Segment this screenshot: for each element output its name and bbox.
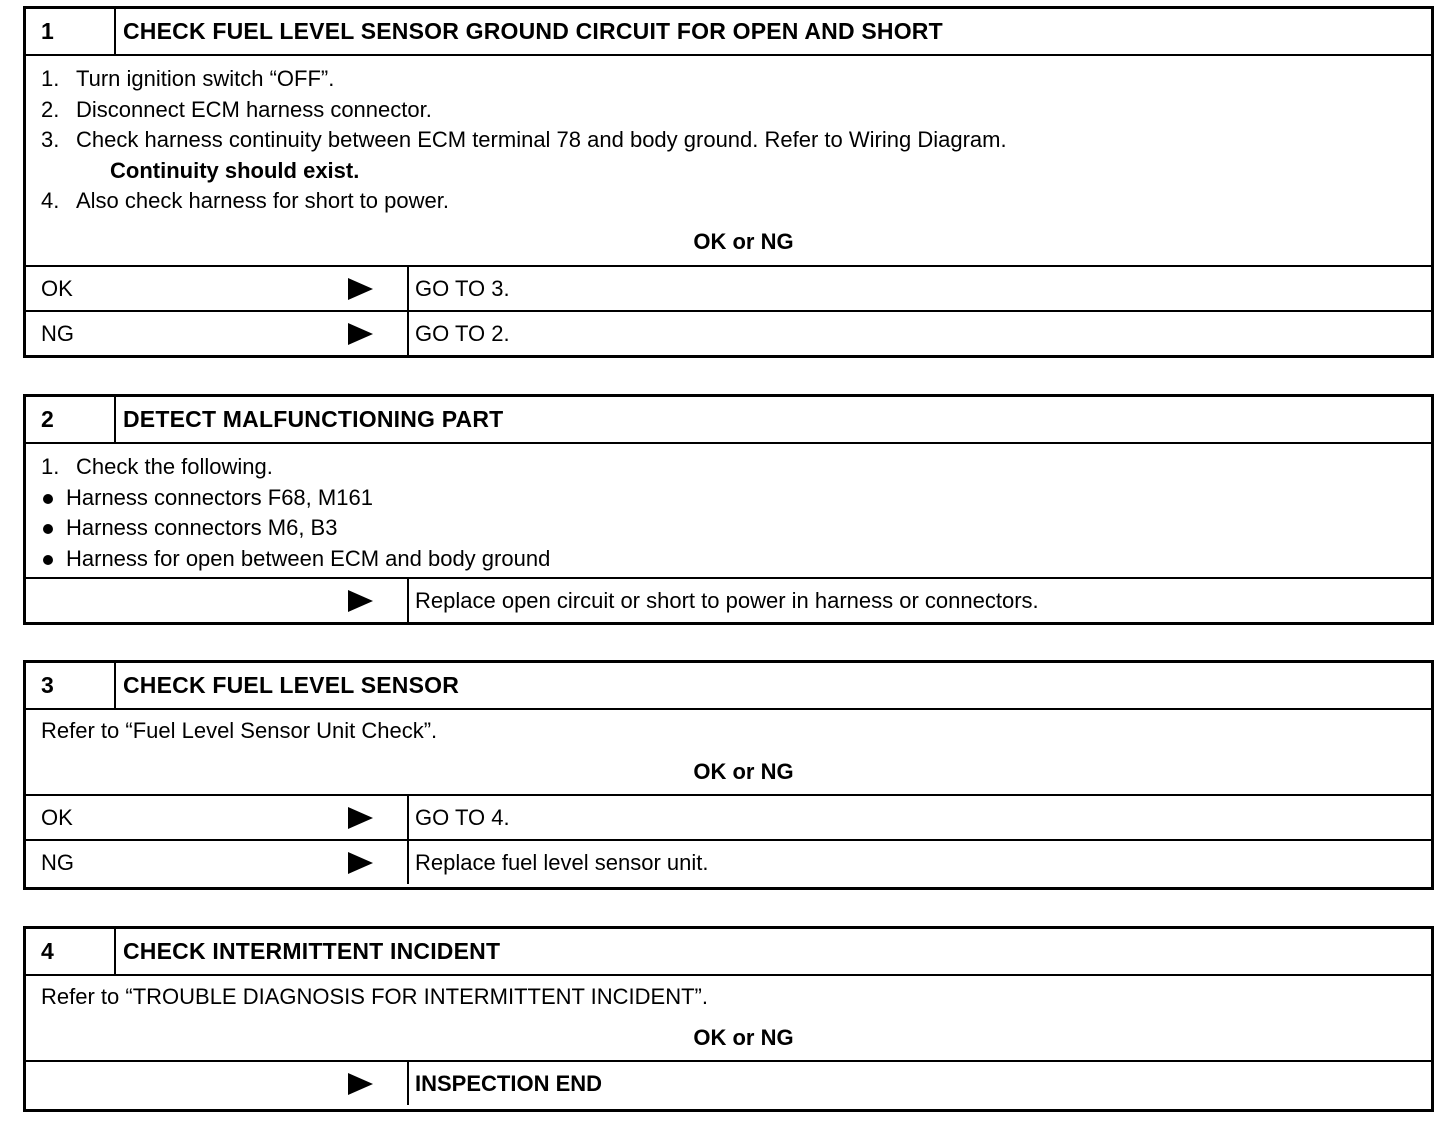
arrow-right-icon [348, 807, 373, 829]
step-1-block [23, 6, 1434, 358]
step-header [26, 397, 1431, 442]
step-body [26, 708, 1431, 750]
step-body [26, 974, 1431, 1016]
step-title: CHECK FUEL LEVEL SENSOR [123, 672, 460, 698]
bullet-item: Harness connectors F68, M161 [41, 483, 1416, 514]
step-number: 4 [26, 929, 116, 974]
instruction-line: Refer to “Fuel Level Sensor Unit Check”. [41, 718, 438, 743]
instruction-line: 1. Turn ignition switch “OFF”. [41, 66, 335, 91]
instruction-line: 4. Also check harness for short to power. [41, 188, 449, 213]
result-label: NG [41, 320, 74, 346]
step-header [26, 9, 1431, 54]
step-header [26, 929, 1431, 974]
arrow-right-icon [348, 278, 373, 300]
instruction-line: Refer to “TROUBLE DIAGNOSIS FOR INTERMITTENT INCIDENT”. [41, 984, 708, 1009]
bullet-item: Harness connectors M6, B3 [41, 513, 1416, 544]
result-action: Replace open circuit or short to power in harness or connectors. [415, 588, 1039, 613]
result-action: INSPECTION END [415, 1070, 603, 1096]
instruction-line: 3. Check harness continuity between ECM terminal 78 and body ground. Refer to Wiring Diagram. [41, 127, 1007, 152]
result-label: OK [41, 804, 73, 830]
result-row-ok [26, 794, 1431, 839]
result-label: OK [41, 275, 73, 301]
step-title: CHECK FUEL LEVEL SENSOR GROUND CIRCUIT FOR OPEN AND SHORT [123, 18, 943, 44]
bullet-icon [43, 494, 53, 504]
arrow-right-icon [348, 852, 373, 874]
arrow-right-icon [348, 590, 373, 612]
step-number: 1 [26, 9, 116, 54]
result-action: Replace fuel level sensor unit. [415, 849, 709, 875]
step-title: DETECT MALFUNCTIONING PART [123, 406, 504, 432]
step-number: 2 [26, 397, 116, 442]
result-row-ng [26, 839, 1431, 884]
result-action: GO TO 2. [415, 320, 510, 346]
ok-or-ng-label: OK or NG [693, 229, 794, 254]
step-body [26, 54, 1431, 218]
bullet-item: Harness for open between ECM and body ground [41, 544, 1416, 575]
result-row-ok [26, 265, 1431, 310]
step-2-block [23, 394, 1434, 625]
arrow-right-icon [348, 1073, 373, 1095]
instruction-line: 1. Check the following. [41, 454, 273, 479]
result-row-ng [26, 310, 1431, 355]
instruction-line: 2. Disconnect ECM harness connector. [41, 96, 432, 122]
bullet-icon [43, 524, 53, 534]
result-label: NG [41, 849, 74, 875]
arrow-right-icon [348, 323, 373, 345]
step-number: 3 [26, 663, 116, 708]
step-header [26, 663, 1431, 708]
result-row [26, 1060, 1431, 1105]
result-action: GO TO 3. [415, 275, 510, 301]
ok-or-ng-label: OK or NG [693, 759, 794, 784]
ok-or-ng-label: OK or NG [693, 1025, 794, 1050]
result-row [26, 577, 1431, 623]
step-4-block [23, 926, 1434, 1112]
bullet-icon [43, 555, 53, 565]
step-3-block [23, 660, 1434, 890]
step-body [26, 442, 1431, 577]
expected-result: Continuity should exist. [110, 157, 360, 183]
step-title: CHECK INTERMITTENT INCIDENT [123, 938, 501, 964]
result-action: GO TO 4. [415, 804, 510, 830]
